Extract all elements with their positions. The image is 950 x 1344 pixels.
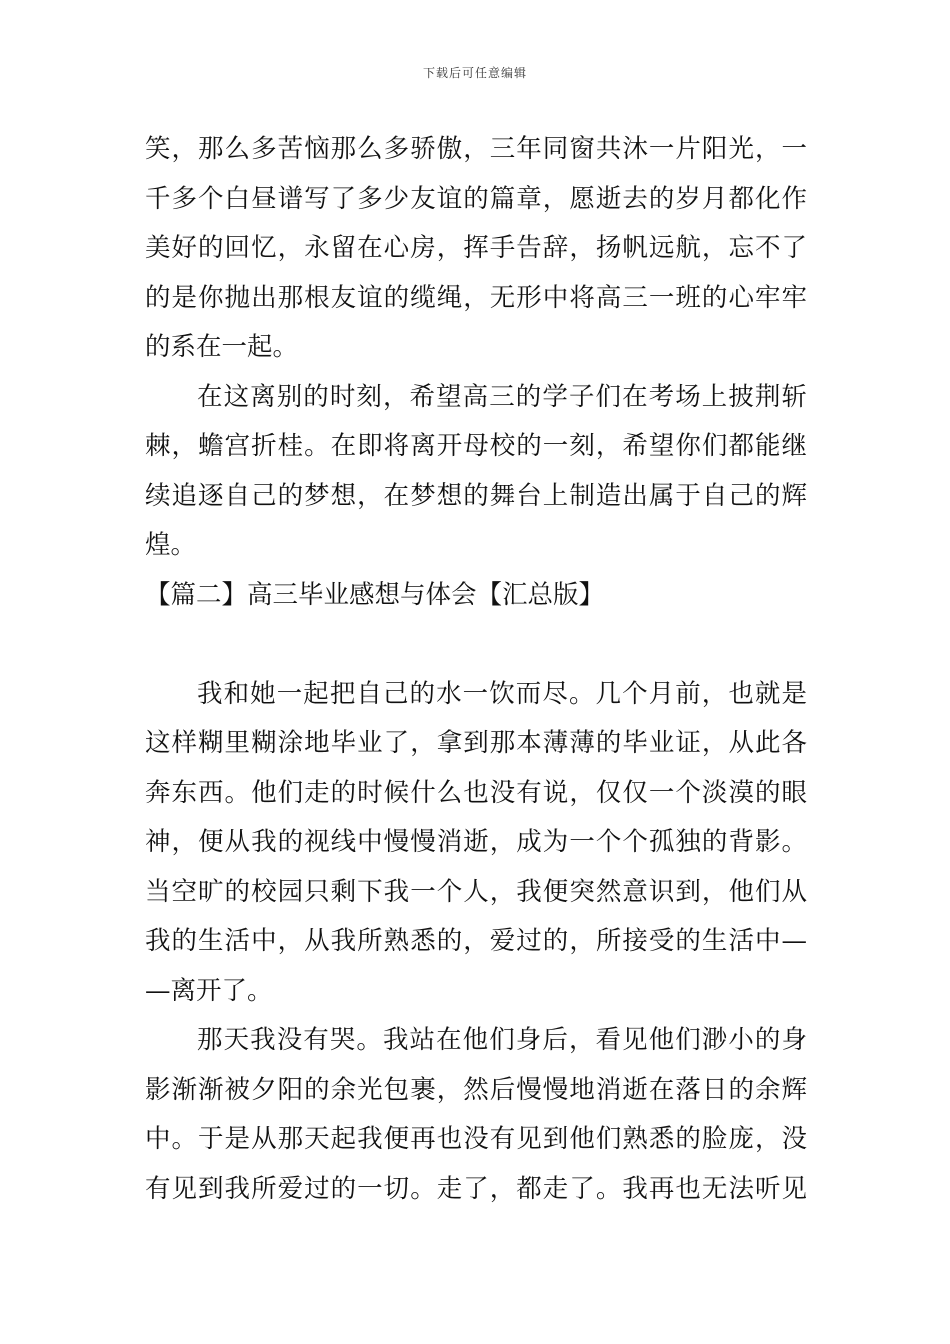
paragraph-line: 当空旷的校园只剩下我一个人，我便突然意识到，他们从 xyxy=(145,876,807,907)
paragraph-line: 奔东西。他们走的时候什么也没有说，仅仅一个淡漠的眼 xyxy=(145,777,807,808)
paragraph-line: 笑，那么多苦恼那么多骄傲，三年同窗共沐一片阳光，一 xyxy=(145,134,807,164)
page-header-note: 下载后可任意编辑 xyxy=(422,66,527,80)
paragraph-line: 我和她一起把自己的水一饮而尽。几个月前，也就是 xyxy=(197,678,807,709)
paragraph-line: 千多个白昼谱写了多少友谊的篇章，愿逝去的岁月都化作 xyxy=(145,183,807,214)
paragraph-line: 的系在一起。 xyxy=(145,332,299,362)
paragraph-line: 棘，蟾宫折桂。在即将离开母校的一刻，希望你们都能继 xyxy=(145,431,807,461)
paragraph-line: 神，便从我的视线中慢慢消逝，成为一个个孤独的背影。 xyxy=(145,827,807,857)
paragraph-line: 的是你抛出那根友谊的缆绳，无形中将高三一班的心牢牢 xyxy=(145,282,807,313)
paragraph-line: 我的生活中，从我所熟悉的，爱过的，所接受的生活中— xyxy=(145,926,807,956)
paragraph-line: 续追逐自己的梦想，在梦想的舞台上制造出属于自己的辉 xyxy=(145,480,807,511)
blank-spacer xyxy=(145,620,807,670)
paragraph-line: —离开了。 xyxy=(145,975,273,1006)
paragraph-line: 煌。 xyxy=(145,530,197,560)
paragraph-line: 有见到我所爱过的一切。走了，都走了。我再也无法听见 xyxy=(145,1173,807,1204)
paragraph-line: 美好的回忆，永留在心房，挥手告辞，扬帆远航，忘不了 xyxy=(145,233,807,263)
document-body xyxy=(145,125,807,1214)
paragraph-line: 那天我没有哭。我站在他们身后，看见他们渺小的身 xyxy=(197,1025,807,1055)
paragraph-line: 中。于是从那天起我便再也没有见到他们熟悉的脸庞，没 xyxy=(145,1124,807,1154)
paragraph-line: 这样糊里糊涂地毕业了，拿到那本薄薄的毕业证，从此各 xyxy=(145,728,807,758)
paragraph-line: 在这离别的时刻，希望高三的学子们在考场上披荆斩 xyxy=(197,381,807,412)
section-heading: 【篇二】高三毕业感想与体会【汇总版】 xyxy=(145,579,605,610)
paragraph-line: 影渐渐被夕阳的余光包裹，然后慢慢地消逝在落日的余辉 xyxy=(145,1074,807,1105)
